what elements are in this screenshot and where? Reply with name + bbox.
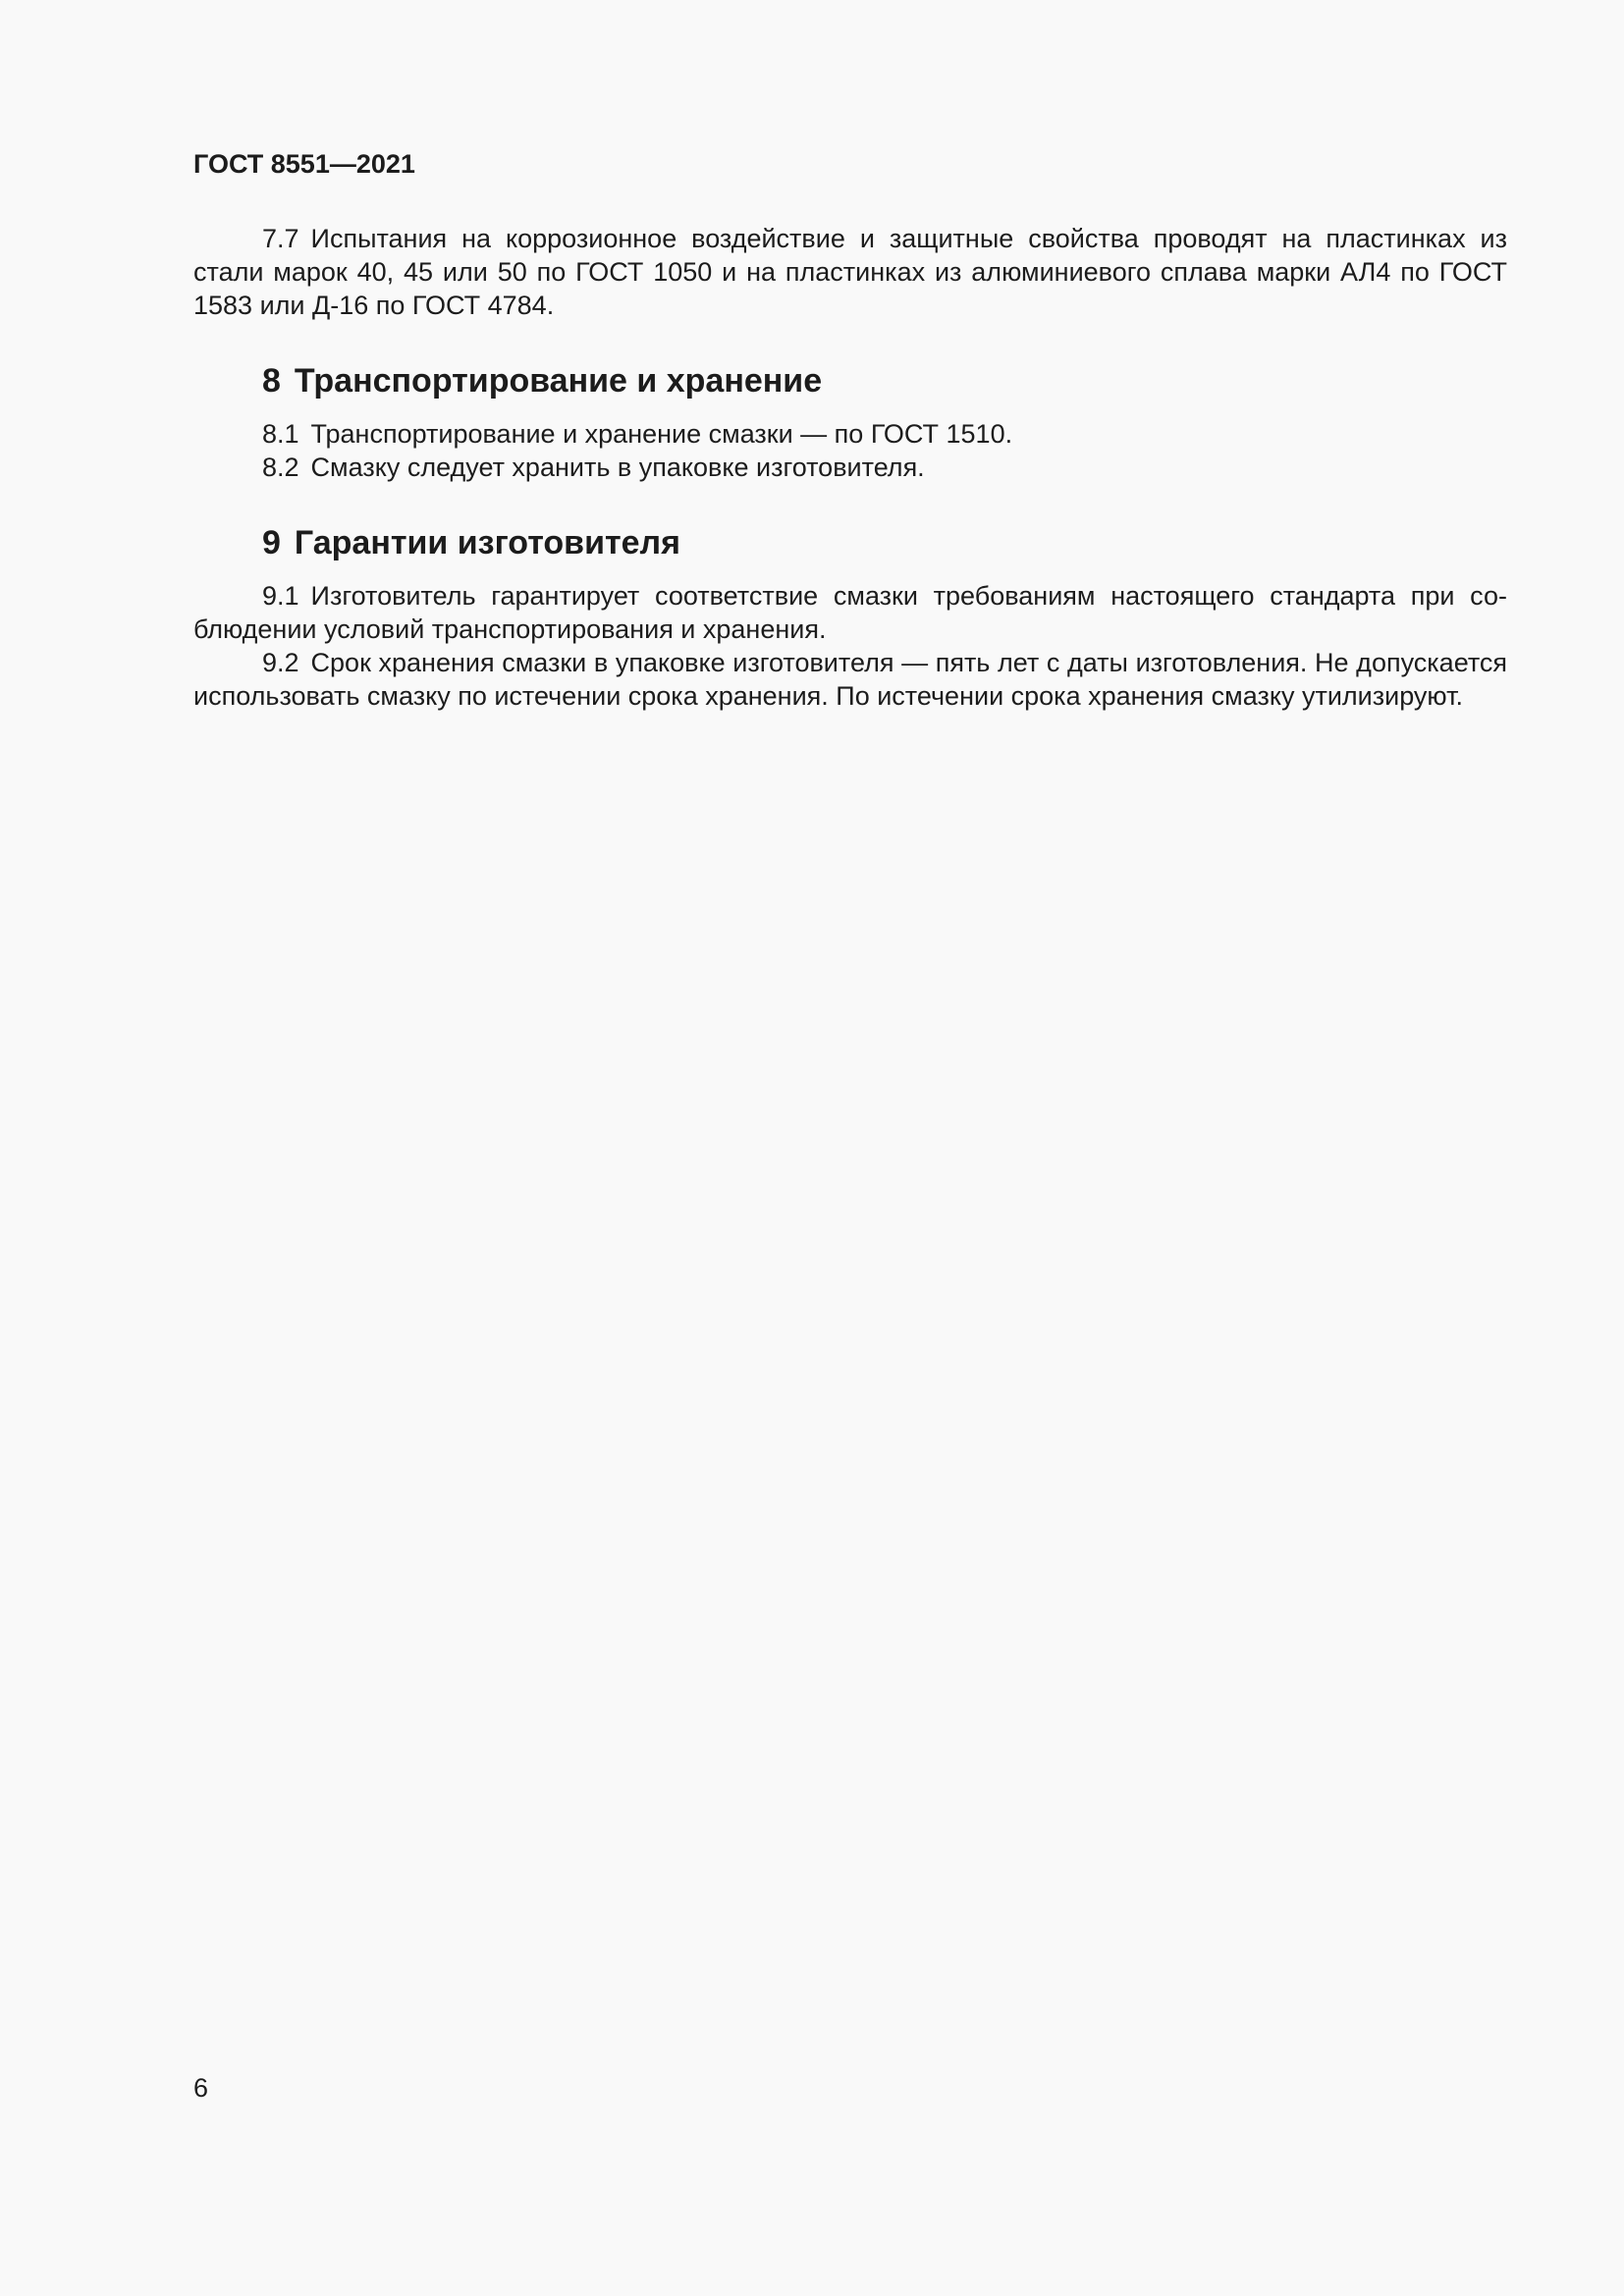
- paragraph-number: 8.1: [262, 419, 299, 449]
- section-title-text: Гарантии изготовителя: [294, 524, 680, 561]
- section-title-text: Транспортирование и хранение: [294, 362, 823, 400]
- paragraph-text: Транспортирование и хранение смазки — по ГОСТ 1510.: [310, 419, 1013, 449]
- paragraph-text: Смазку следует хранить в упаковке изготовителя.: [310, 453, 925, 482]
- paragraph-text: Испытания на коррозионное воздействие и защитные свойства проводят на пластинках из стали марок 40, 45 или 50 по ГОСТ 1050 и на пластинках из алюминиевого сплава марки АЛ4 по ГОСТ 1583 или Д-16 по ГОСТ 4784.: [193, 224, 1507, 320]
- paragraph-7-7: [193, 222, 1507, 322]
- paragraph-8-1: [193, 417, 1507, 451]
- paragraph-number: 8.2: [262, 453, 299, 482]
- paragraph-number: 9.1: [262, 581, 299, 611]
- page-number: 6: [193, 2073, 209, 2103]
- page-content: [193, 222, 1507, 713]
- paragraph-text: Изготовитель гарантирует соответствие смазки требованиям настоящего стандарта при соблюдении условий транспортирования и хранения.: [193, 581, 1507, 644]
- document-header: ГОСТ 8551—2021: [193, 149, 415, 179]
- section-number: 9: [262, 524, 281, 561]
- paragraph-number: 7.7: [262, 224, 299, 253]
- section-8-title: [193, 361, 1507, 400]
- paragraph-9-1: [193, 579, 1507, 646]
- paragraph-8-2: [193, 451, 1507, 484]
- paragraph-number: 9.2: [262, 648, 299, 677]
- section-number: 8: [262, 362, 281, 400]
- paragraph-9-2: [193, 646, 1507, 713]
- section-9-title: [193, 523, 1507, 562]
- paragraph-text: Срок хранения смазки в упаковке изготовителя — пять лет с даты изготовления. Не допускается использовать смазку по истечении срока хранения. По истечении срока хранения смазку утилизируют.: [193, 648, 1507, 711]
